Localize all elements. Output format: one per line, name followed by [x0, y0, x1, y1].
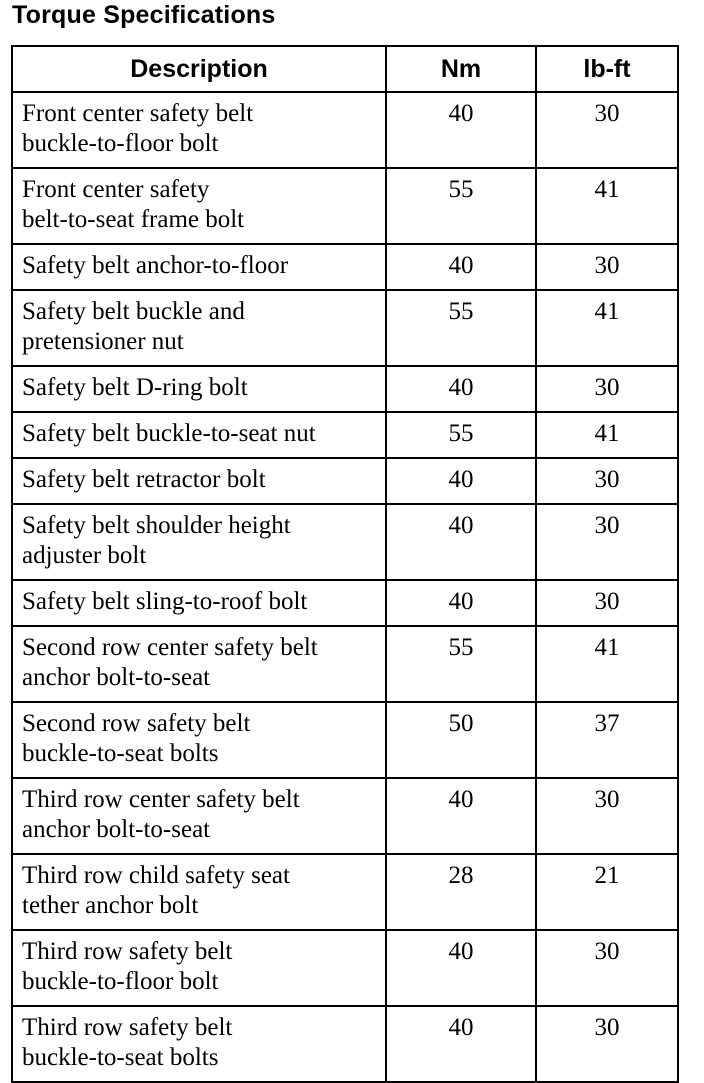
description-cell [12, 244, 386, 290]
description-cell [12, 92, 386, 168]
nm-value-cell: 55 [386, 412, 536, 458]
description-line-2: belt-to-seat frame bolt [22, 206, 245, 233]
description-line-1: Safety belt retractor bolt [22, 466, 266, 493]
table-row [12, 778, 678, 854]
description-line-2: buckle-to-seat bolts [22, 740, 219, 767]
table-row [12, 580, 678, 626]
nm-value-cell: 55 [386, 168, 536, 244]
lbft-value-cell: 30 [536, 930, 678, 1006]
column-header-lbft: lb-ft [536, 46, 678, 92]
nm-value-cell: 40 [386, 458, 536, 504]
description-cell [12, 458, 386, 504]
table-body [12, 92, 678, 1082]
nm-value-cell: 40 [386, 580, 536, 626]
description-cell [12, 778, 386, 854]
lbft-value-cell: 30 [536, 92, 678, 168]
table-row [12, 366, 678, 412]
lbft-value-cell: 41 [536, 626, 678, 702]
description-line-2: buckle-to-floor bolt [22, 968, 219, 995]
column-header-description: Description [12, 46, 386, 92]
nm-value-cell: 40 [386, 504, 536, 580]
nm-value-cell: 28 [386, 854, 536, 930]
table-header-row [12, 46, 678, 92]
nm-value-cell: 55 [386, 626, 536, 702]
description-line-2: anchor bolt-to-seat [22, 816, 211, 843]
description-line-2: buckle-to-seat bolts [22, 1044, 219, 1071]
lbft-value-cell: 30 [536, 1006, 678, 1082]
nm-value-cell: 40 [386, 244, 536, 290]
description-line-1: Safety belt D-ring bolt [22, 374, 248, 401]
lbft-value-cell: 30 [536, 504, 678, 580]
description-cell [12, 412, 386, 458]
description-line-2: adjuster bolt [22, 542, 147, 569]
description-line-2: anchor bolt-to-seat [22, 664, 211, 691]
table-row [12, 412, 678, 458]
lbft-value-cell: 30 [536, 366, 678, 412]
description-line-1: Safety belt sling-to-roof bolt [22, 588, 308, 615]
table-row [12, 290, 678, 366]
table-row [12, 92, 678, 168]
lbft-value-cell: 30 [536, 778, 678, 854]
description-line-1: Safety belt buckle and [22, 298, 245, 325]
nm-value-cell: 40 [386, 366, 536, 412]
description-line-1: Third row center safety belt [22, 786, 300, 813]
description-cell [12, 626, 386, 702]
column-header-nm: Nm [386, 46, 536, 92]
nm-value-cell: 40 [386, 778, 536, 854]
description-cell [12, 366, 386, 412]
description-line-2: pretensioner nut [22, 328, 184, 355]
description-cell [12, 702, 386, 778]
lbft-value-cell: 21 [536, 854, 678, 930]
lbft-value-cell: 41 [536, 290, 678, 366]
table-row [12, 702, 678, 778]
nm-value-cell: 40 [386, 930, 536, 1006]
table-row [12, 244, 678, 290]
lbft-value-cell: 41 [536, 168, 678, 244]
description-line-1: Second row safety belt [22, 710, 251, 737]
description-line-1: Safety belt anchor-to-floor [22, 252, 289, 279]
description-line-1: Front center safety belt [22, 100, 254, 127]
nm-value-cell: 55 [386, 290, 536, 366]
description-line-1: Third row child safety seat [22, 862, 290, 889]
page-title: Torque Specifications [12, 1, 276, 29]
table-row [12, 1006, 678, 1082]
description-cell [12, 930, 386, 1006]
description-line-1: Safety belt shoulder height [22, 512, 291, 539]
table-row [12, 458, 678, 504]
lbft-value-cell: 30 [536, 244, 678, 290]
description-line-2: tether anchor bolt [22, 892, 199, 919]
table-row [12, 930, 678, 1006]
nm-value-cell: 40 [386, 92, 536, 168]
description-line-1: Second row center safety belt [22, 634, 318, 661]
nm-value-cell: 40 [386, 1006, 536, 1082]
table-row [12, 854, 678, 930]
table-row [12, 168, 678, 244]
description-line-1: Third row safety belt [22, 938, 233, 965]
table-row [12, 626, 678, 702]
lbft-value-cell: 30 [536, 458, 678, 504]
lbft-value-cell: 30 [536, 580, 678, 626]
nm-value-cell: 50 [386, 702, 536, 778]
description-cell [12, 168, 386, 244]
lbft-value-cell: 41 [536, 412, 678, 458]
description-line-2: buckle-to-floor bolt [22, 130, 219, 157]
description-cell [12, 290, 386, 366]
table-row [12, 504, 678, 580]
description-cell [12, 580, 386, 626]
torque-spec-table [11, 45, 679, 1083]
description-cell [12, 504, 386, 580]
description-line-1: Front center safety [22, 176, 210, 203]
description-line-1: Third row safety belt [22, 1014, 233, 1041]
description-cell [12, 854, 386, 930]
description-line-1: Safety belt buckle-to-seat nut [22, 420, 316, 447]
lbft-value-cell: 37 [536, 702, 678, 778]
description-cell [12, 1006, 386, 1082]
